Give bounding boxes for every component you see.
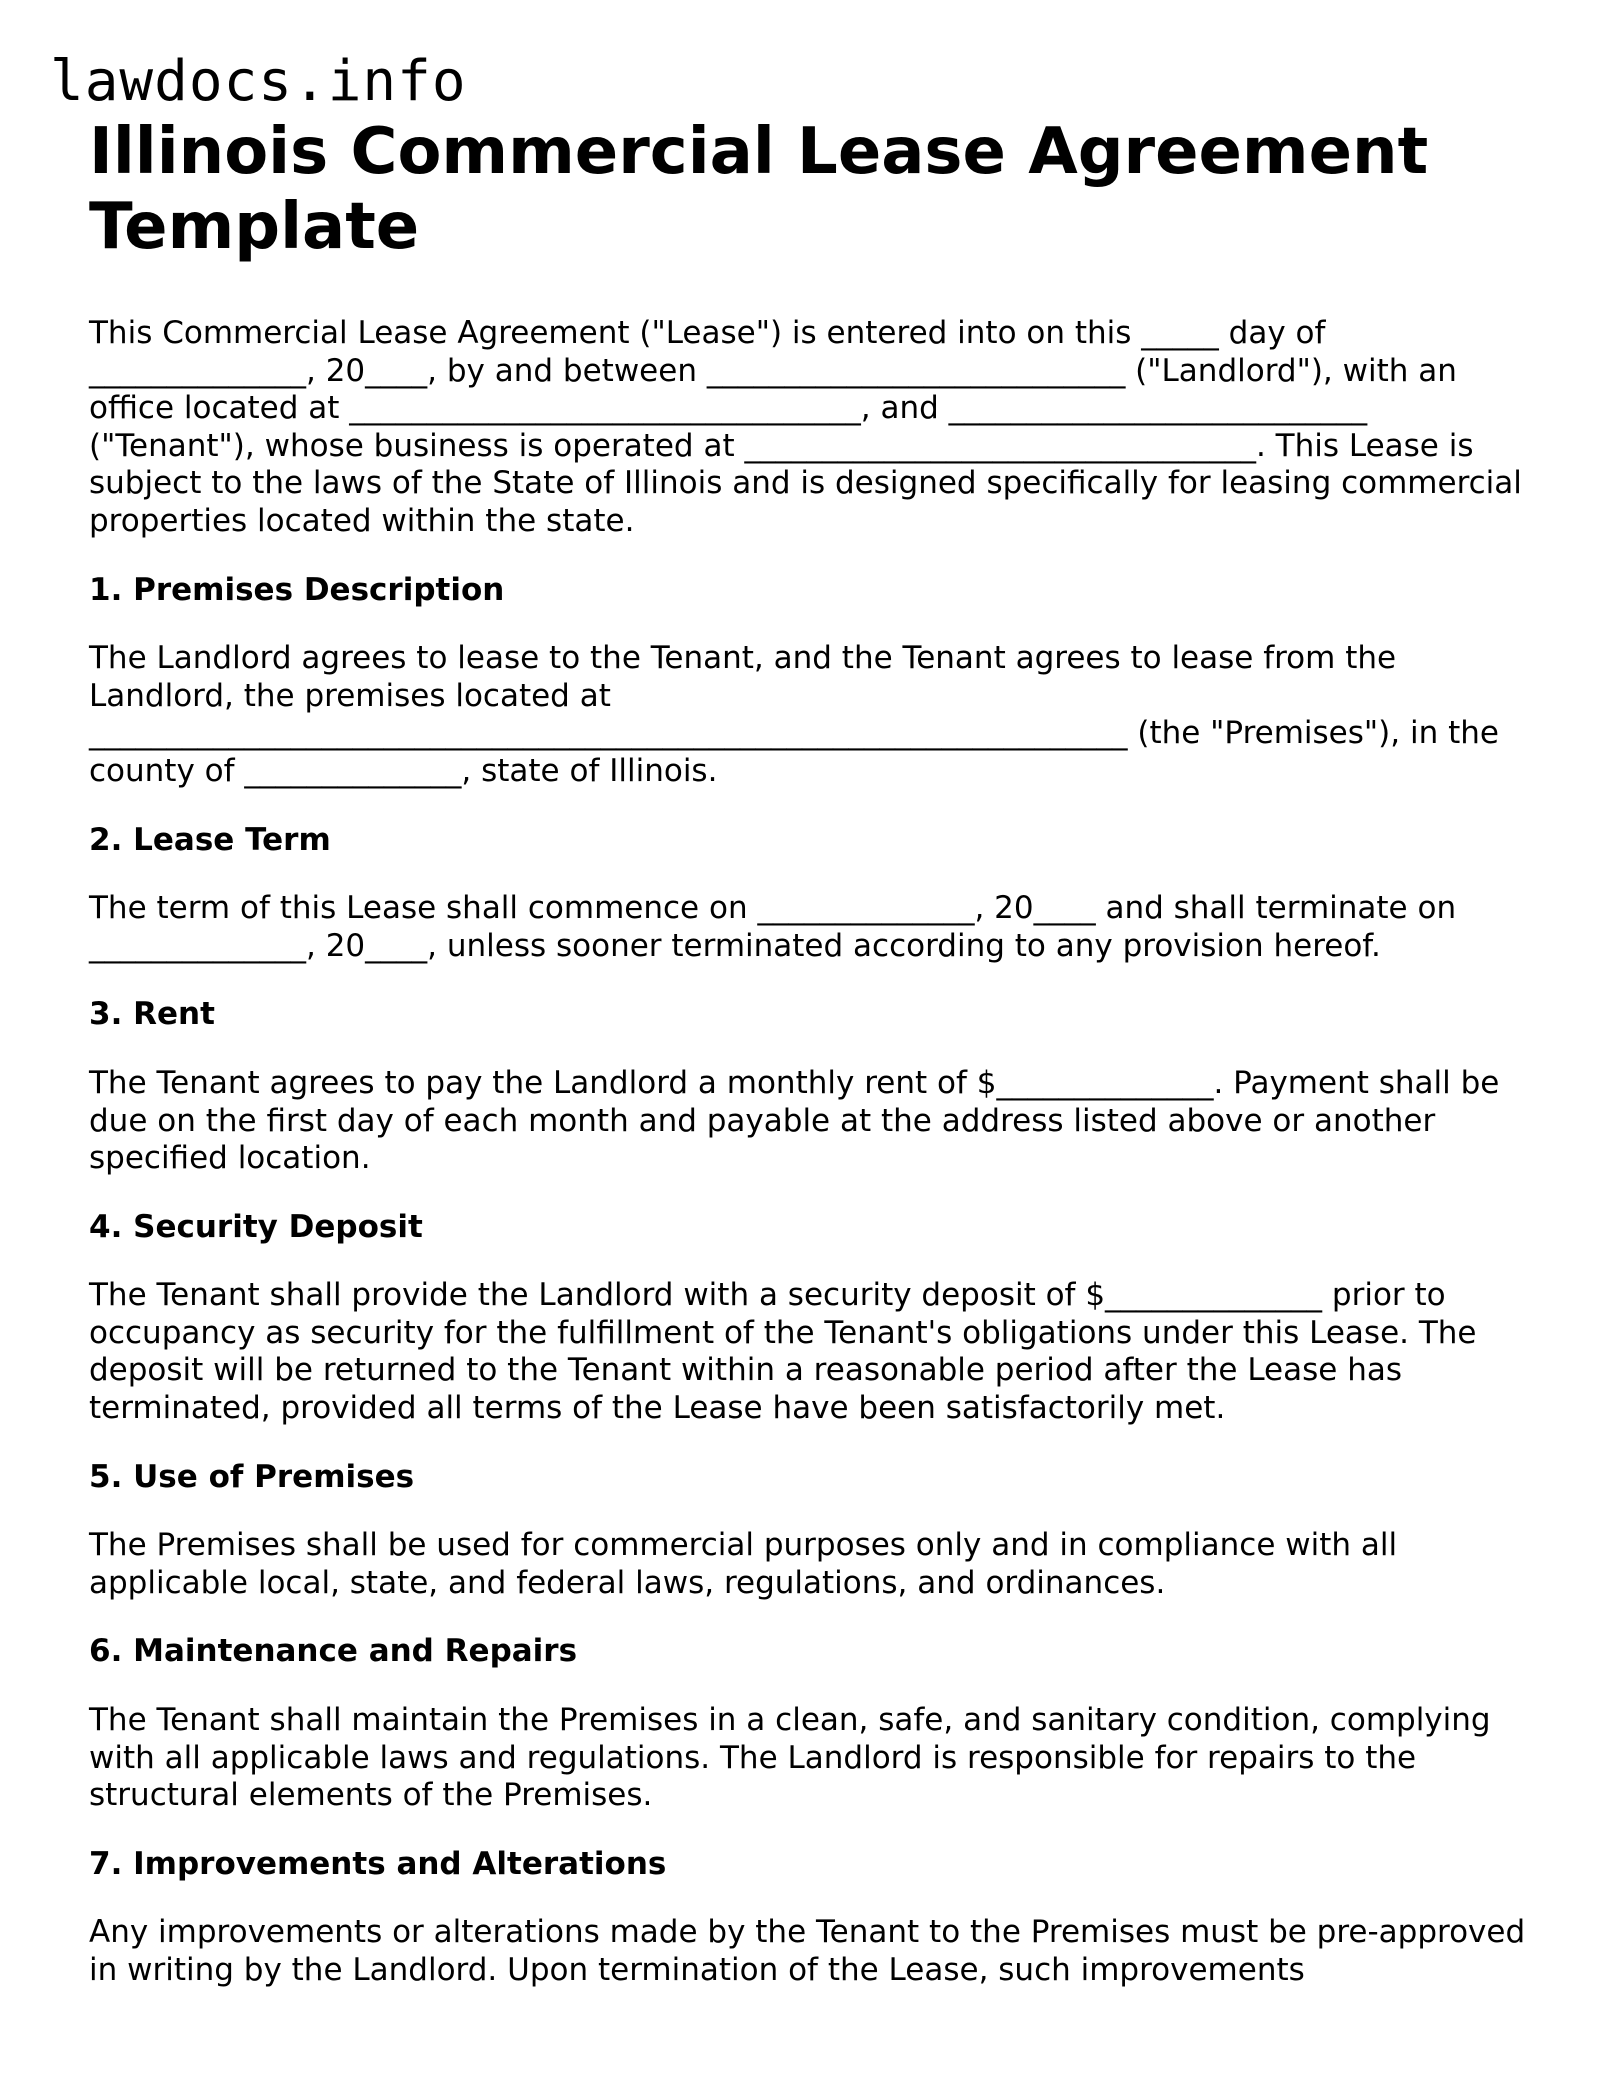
section-heading: 5. Use of Premises [89,1458,415,1495]
section-premises-description [89,572,1539,791]
section-improvements-alterations [89,1846,1539,1990]
section-rent [89,996,1539,1177]
section-body: The Tenant shall provide the Landlord with a security deposit of $______________ prior to occupancy as security for the fulfillment of the Tenant's obligations under this Lease. The deposit will be returned to the Tenant within a reasonable period after the Lease has terminated, provided all terms of the Lease have been satisfactorily met. [89,1277,1477,1427]
section-security-deposit [89,1209,1539,1428]
section-lease-term [89,822,1539,966]
section-use-of-premises [89,1459,1539,1603]
section-heading: 1. Premises Description [89,571,505,608]
section-body: The Tenant agrees to pay the Landlord a monthly rent of $______________. Payment shall be due on the first day of each month and payable at the address listed above or another specified location. [89,1064,1500,1177]
section-heading: 6. Maintenance and Repairs [89,1633,578,1670]
section-body: The Premises shall be used for commercial purposes only and in compliance with all applicable local, state, and federal laws, regulations, and ordinances. [89,1527,1398,1601]
section-heading: 7. Improvements and Alterations [89,1845,667,1882]
section-body: Any improvements or alterations made by the Tenant to the Premises must be pre-approved in writing by the Landlord. Upon termination of the Lease, such improvements [89,1914,1526,1988]
intro-paragraph: This Commercial Lease Agreement ("Lease") is entered into on this _____ day of ______________, 20____, by and between ___________________________ ("Landlord"), with an office located at _________________________________, and ___________________________ ("Tenant"), whose business is operated at _________________________________. This Lease is subject to the laws of the State of Illinois and is designed specifically for leasing commercial properties located within the state. [89,315,1522,539]
section-body: The Tenant shall maintain the Premises in a clean, safe, and sanitary condition, complying with all applicable laws and regulations. The Landlord is responsible for repairs to the structural elements of the Premises. [89,1702,1491,1814]
section-maintenance-repairs [89,1633,1539,1814]
section-heading: 3. Rent [89,996,215,1033]
site-watermark: lawdocs.info [50,49,467,114]
document-page [89,115,1539,1990]
section-heading: 2. Lease Term [89,821,331,858]
section-body: The Landlord agrees to lease to the Tenant, and the Tenant agrees to lease from the Landlord, the premises located at ___________________________________________________________________ (the "Premises"), in the county of ______________, state of Illinois. [89,640,1499,789]
section-body: The term of this Lease shall commence on ______________, 20____ and shall terminate on ______________, 20____, unless sooner terminated according to any provision hereof. [89,890,1457,964]
section-heading: 4. Security Deposit [89,1208,423,1245]
document-title: Illinois Commercial Lease Agreement Template [89,115,1429,264]
